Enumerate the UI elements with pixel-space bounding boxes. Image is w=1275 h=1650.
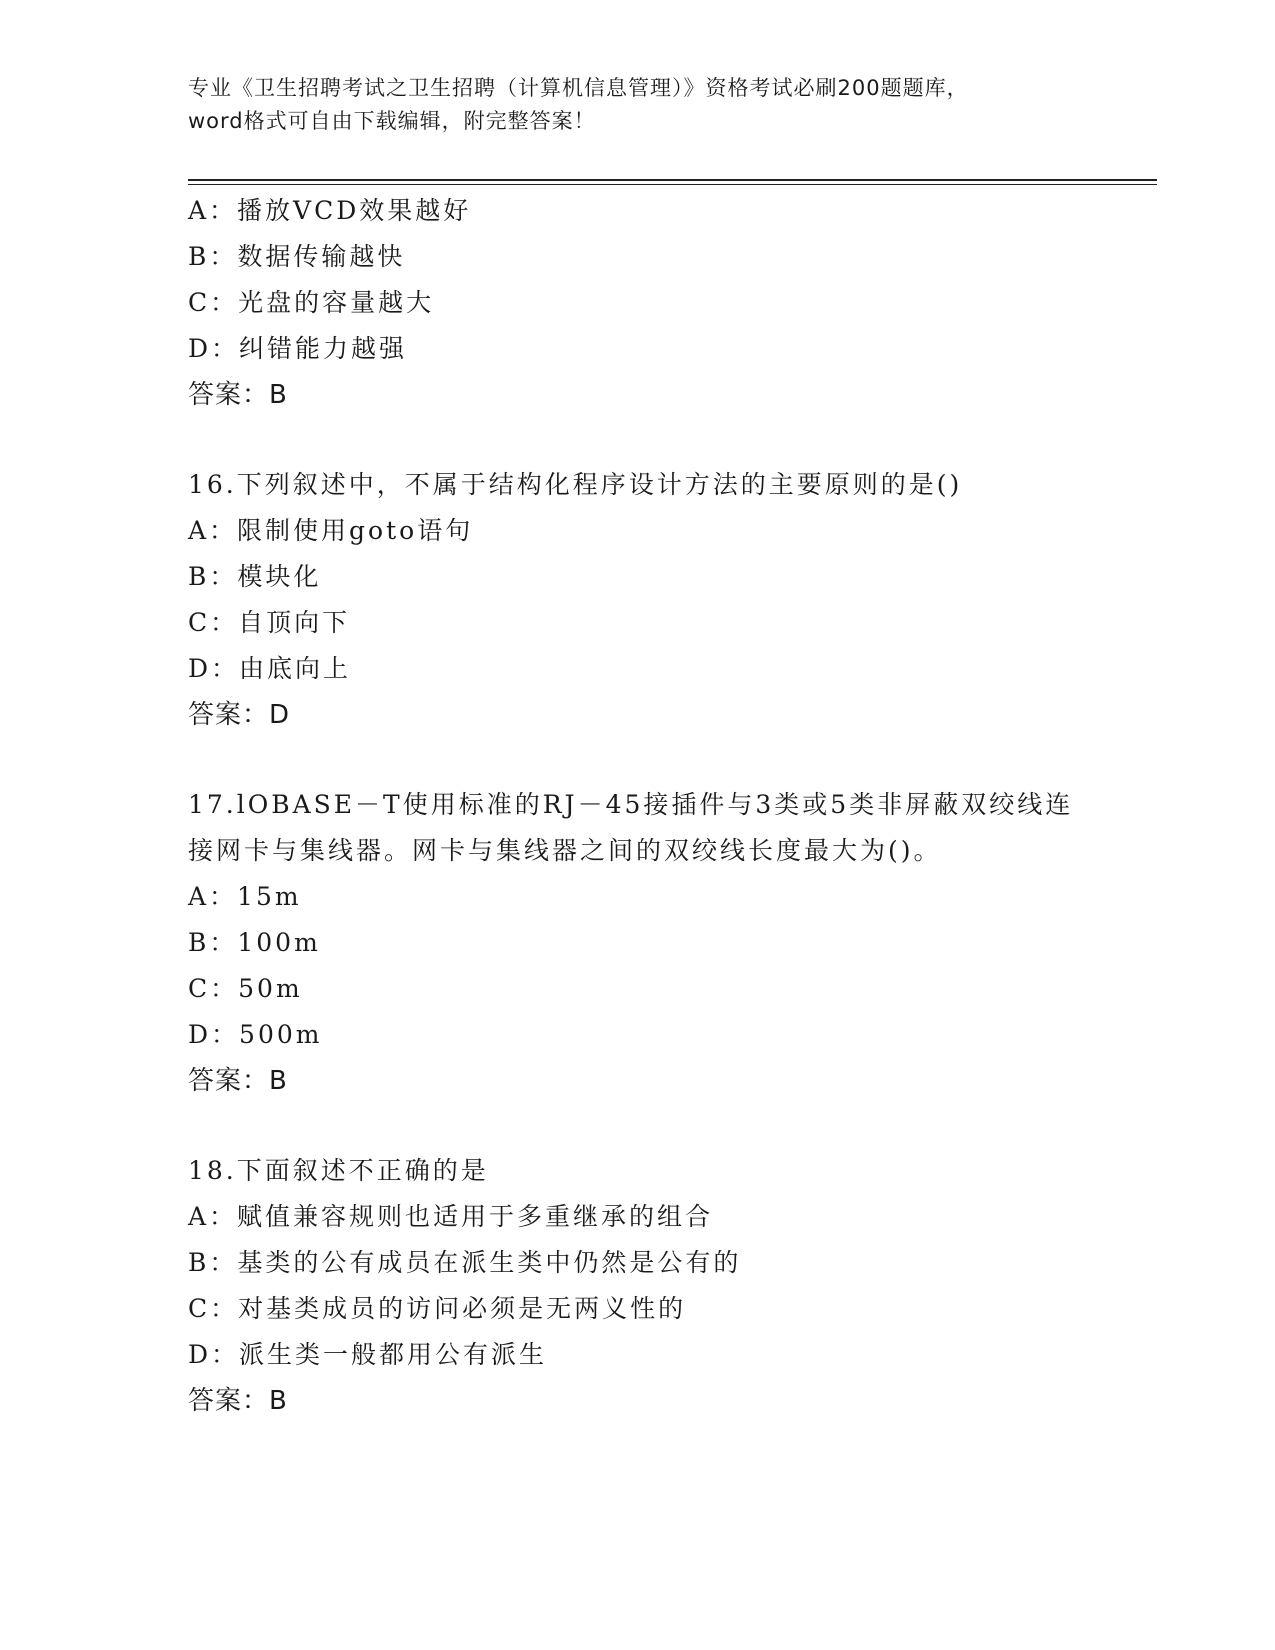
header-rule-thick [188, 179, 1157, 181]
question-16 [188, 462, 1128, 738]
option-b: B：100m [188, 928, 321, 957]
spacer [188, 1104, 1128, 1148]
document-header [188, 72, 1088, 138]
option-c: C：光盘的容量越大 [188, 288, 435, 317]
option-c: C：50m [188, 974, 303, 1003]
option-d: D：派生类一般都用公有派生 [188, 1340, 548, 1369]
option-b: B：模块化 [188, 562, 322, 591]
option-a: A：限制使用goto语句 [188, 516, 474, 545]
spacer [188, 418, 1128, 462]
option-d: D：500m [188, 1020, 323, 1049]
question-17 [188, 782, 1128, 1104]
header-line-1: 专业《卫生招聘考试之卫生招聘（计算机信息管理）》资格考试必刷200题题库， [188, 76, 969, 100]
header-rule-thin [188, 184, 1157, 185]
question-list [188, 188, 1128, 1424]
question-stem: 18.下面叙述不正确的是 [188, 1156, 489, 1185]
header-line-2: word格式可自由下载编辑，附完整答案！ [188, 109, 596, 133]
answer-key: 答案：D [188, 700, 291, 730]
answer-key: 答案：B [188, 1386, 288, 1416]
option-b: B：数据传输越快 [188, 242, 406, 271]
option-a: A：15m [188, 882, 302, 911]
option-c: C：对基类成员的访问必须是无两义性的 [188, 1294, 687, 1323]
option-b: B：基类的公有成员在派生类中仍然是公有的 [188, 1248, 742, 1277]
option-d: D：纠错能力越强 [188, 334, 408, 363]
answer-key: 答案：B [188, 1066, 288, 1096]
question-15 [188, 188, 1128, 418]
question-stem: 16.下列叙述中，不属于结构化程序设计方法的主要原则的是() [188, 470, 963, 499]
answer-key: 答案：B [188, 380, 288, 410]
option-d: D：由底向上 [188, 654, 352, 683]
question-stem-line-2: 接网卡与集线器。网卡与集线器之间的双绞线长度最大为()。 [188, 836, 942, 865]
option-a: A：赋值兼容规则也适用于多重继承的组合 [188, 1202, 714, 1231]
question-stem-line-1: 17.lOBASE－T使用标准的RJ－45接插件与3类或5类非屏蔽双绞线连 [188, 790, 1074, 819]
option-c: C：自顶向下 [188, 608, 351, 637]
question-18 [188, 1148, 1128, 1424]
option-a: A：播放VCD效果越好 [188, 196, 472, 225]
spacer [188, 738, 1128, 782]
